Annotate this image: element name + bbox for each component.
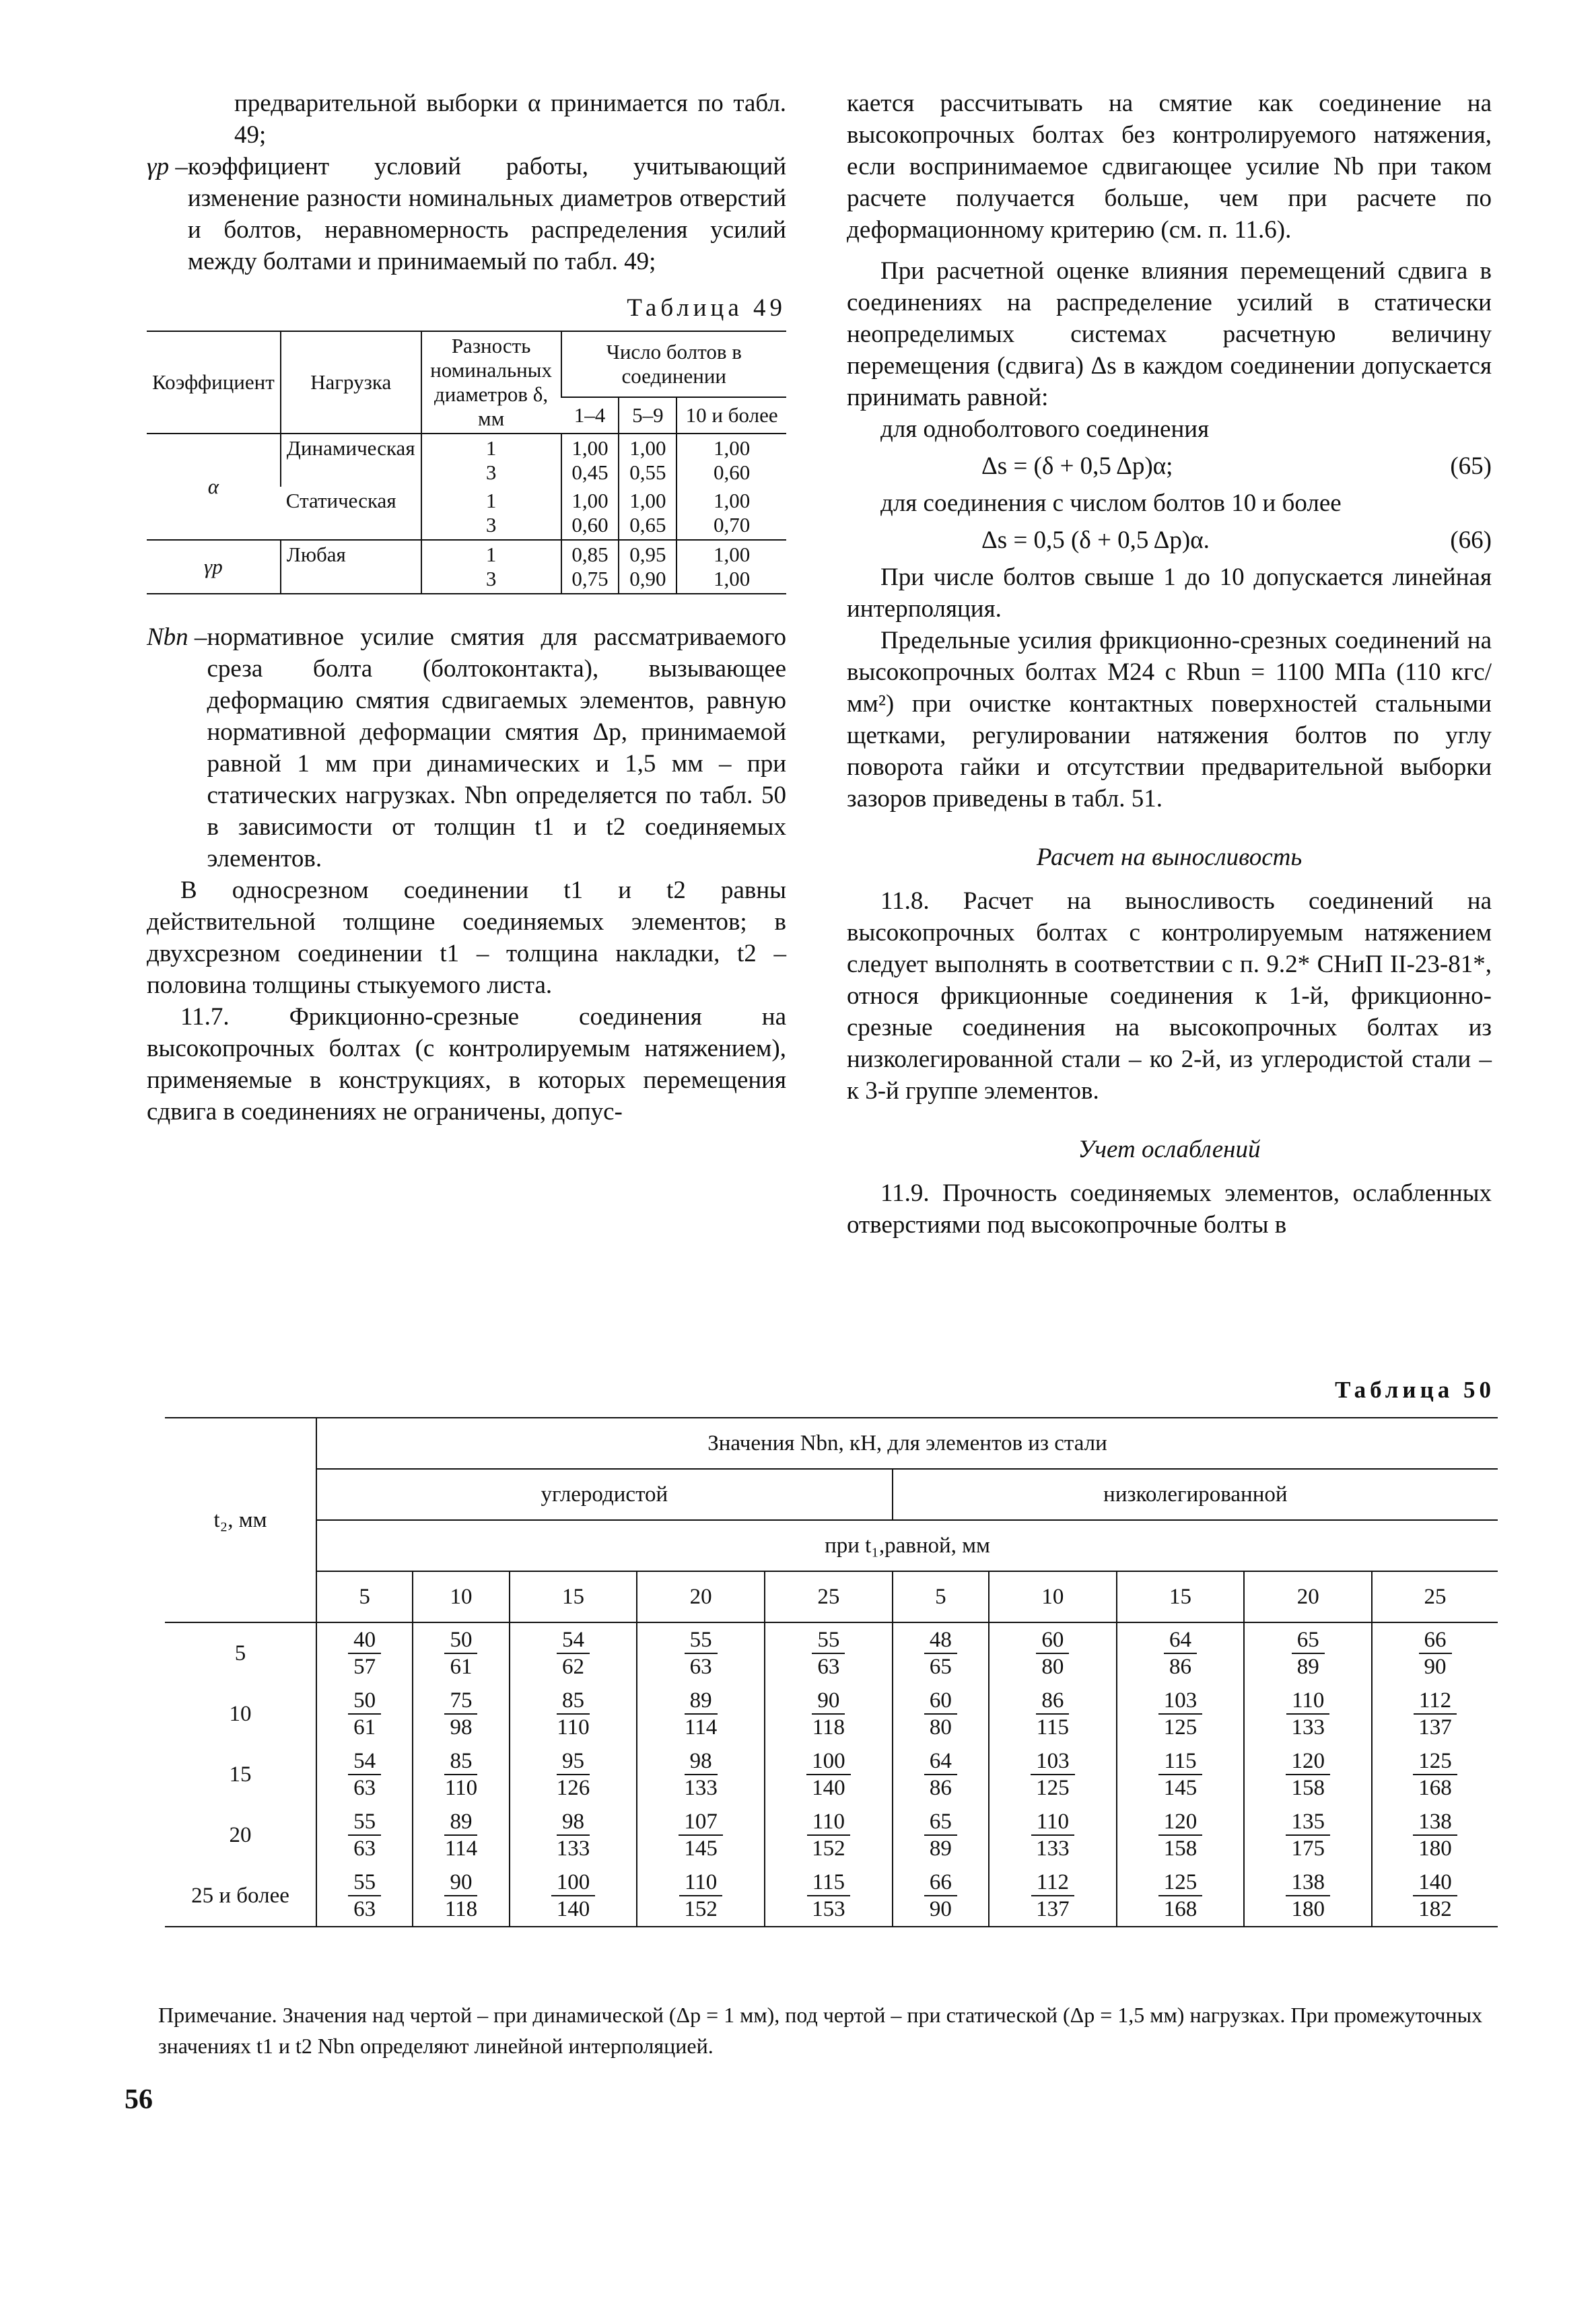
static-value: 80	[929, 1715, 952, 1740]
static-value: 140	[812, 1776, 845, 1800]
static-value: 62	[561, 1655, 584, 1679]
t1-value-header: 20	[637, 1571, 765, 1622]
t1-value-header: 15	[1117, 1571, 1245, 1622]
fraction	[685, 1688, 718, 1740]
paragraph-text: предварительной выборки α принимается по табл. 49;	[234, 90, 786, 149]
dynamic-value: 89	[444, 1809, 477, 1836]
fraction	[444, 1869, 477, 1922]
dynamic-value: 100	[806, 1748, 851, 1775]
dynamic-value: 110	[1031, 1809, 1074, 1836]
static-value: 168	[1418, 1776, 1452, 1800]
header-coef: Коэффициент	[147, 331, 281, 434]
static-value: 158	[1163, 1836, 1198, 1861]
header-bolts-1-4: 1–4	[561, 397, 619, 434]
t2-label: 25 и более	[191, 1883, 289, 1908]
dynamic-value: 100	[551, 1869, 596, 1896]
dynamic-value: 110	[807, 1809, 850, 1836]
fraction	[679, 1869, 722, 1922]
right-column	[847, 88, 1492, 1241]
value-cell	[413, 1684, 509, 1744]
fraction	[348, 1627, 381, 1680]
static-value: 152	[684, 1897, 718, 1921]
static-value: 168	[1163, 1897, 1198, 1921]
load-cell: Статическая	[285, 489, 396, 512]
value-cell	[316, 1622, 413, 1684]
fraction	[348, 1869, 381, 1922]
static-value: 133	[556, 1836, 590, 1861]
dynamic-value: 135	[1286, 1809, 1330, 1836]
value-cell	[989, 1622, 1117, 1684]
value-cell	[510, 1744, 637, 1805]
t1-value-header: 10	[413, 1571, 509, 1622]
static-value: 145	[1163, 1776, 1198, 1800]
paragraph-11-9: 11.9. Прочность соединяемых элементов, ослабленных отверстиями под высокопрочные болты в	[847, 1179, 1492, 1239]
t2-label: 10	[229, 1701, 252, 1726]
fraction	[1286, 1809, 1330, 1861]
formula-number: (65)	[1450, 452, 1492, 480]
static-value: 89	[1296, 1655, 1319, 1679]
fraction	[557, 1748, 590, 1801]
dynamic-value: 55	[685, 1627, 718, 1654]
t1-value-header: 15	[510, 1571, 637, 1622]
dynamic-value: 60	[1036, 1627, 1069, 1654]
static-value: 63	[689, 1655, 712, 1679]
static-value: 133	[1291, 1715, 1325, 1740]
dynamic-value: 140	[1413, 1869, 1457, 1896]
fraction	[812, 1688, 845, 1740]
fraction	[679, 1809, 723, 1861]
value-cell	[1117, 1865, 1245, 1927]
fraction	[1413, 1748, 1457, 1801]
paragraph: При числе болтов свыше 1 до 10 допускается линейная интерполяция.	[847, 563, 1492, 623]
fraction	[924, 1688, 957, 1740]
static-value: 63	[353, 1836, 376, 1861]
fraction	[924, 1627, 957, 1680]
static-value: 118	[812, 1715, 845, 1740]
section-heading: Учет ослаблений	[1078, 1136, 1261, 1163]
fraction	[1286, 1748, 1330, 1801]
page-number: 56	[125, 2084, 153, 2115]
load-cell: Любая	[281, 540, 421, 594]
static-value: 89	[929, 1836, 952, 1861]
dynamic-value: 110	[679, 1869, 722, 1896]
static-value: 125	[1036, 1776, 1070, 1800]
t1-value-header: 5	[316, 1571, 413, 1622]
value-cell	[1117, 1684, 1245, 1744]
value-cell	[510, 1805, 637, 1865]
value-cell	[316, 1744, 413, 1805]
static-value: 114	[685, 1715, 718, 1740]
header-bolts: Число болтов в соединении	[561, 331, 786, 397]
dynamic-value: 90	[812, 1688, 845, 1715]
static-value: 80	[1041, 1655, 1064, 1679]
value-cell	[510, 1622, 637, 1684]
fraction	[348, 1809, 381, 1861]
value-cell	[1117, 1805, 1245, 1865]
formula-number: (66)	[1450, 526, 1492, 554]
value-cell	[413, 1805, 509, 1865]
fraction	[551, 1869, 596, 1922]
value-cell	[765, 1865, 893, 1927]
value-cell	[1372, 1865, 1498, 1927]
fraction	[1286, 1688, 1329, 1740]
dynamic-value: 112	[1031, 1869, 1074, 1896]
paragraph: При расчетной оценке влияния перемещений сдвига в соединениях на распределение усилий в статически неопределимых системах расчетную величину перемещения (сдвига) Δs в каждом соединении допускается принимать равной:	[847, 257, 1492, 411]
fraction	[807, 1869, 850, 1922]
static-value: 61	[450, 1655, 473, 1679]
paragraph-11-7: 11.7. Фрикционно-срезные соединения на высокопрочных болтах (с контролируемым натяжением), применяемые в конструкциях, в которых перемещения сдвига в соединениях не ограничены, допус-	[147, 1003, 786, 1126]
fraction	[1158, 1748, 1202, 1801]
dynamic-value: 55	[348, 1869, 381, 1896]
left-column	[147, 88, 786, 1128]
table-row	[147, 540, 786, 594]
formula: Δs = (δ + 0,5 Δp)α;	[981, 452, 1173, 480]
value-cell: 1,00 1,00	[676, 540, 786, 594]
dynamic-value: 125	[1413, 1748, 1457, 1775]
dynamic-value: 85	[444, 1748, 477, 1775]
static-value: 63	[353, 1897, 376, 1921]
value-cell	[765, 1684, 893, 1744]
definition-nbn	[147, 621, 786, 874]
static-value: 180	[1291, 1897, 1325, 1921]
table-row	[147, 434, 786, 487]
value-cell	[989, 1744, 1117, 1805]
load-cell: Динамическая	[281, 434, 421, 487]
fraction	[1158, 1688, 1203, 1740]
fraction	[444, 1809, 477, 1861]
value-cell	[765, 1622, 893, 1684]
formula-65	[847, 450, 1492, 482]
coef-gamma: γp	[147, 540, 281, 594]
static-value: 182	[1418, 1897, 1452, 1921]
static-value: 65	[929, 1655, 952, 1679]
dynamic-value: 103	[1158, 1688, 1203, 1715]
dynamic-value: 115	[807, 1869, 850, 1896]
table-row	[165, 1684, 1498, 1744]
dynamic-value: 48	[924, 1627, 957, 1654]
value-cell: 1,00 0,55	[619, 434, 676, 487]
definition-term: γp –	[147, 153, 188, 180]
section-heading: Расчет на выносливость	[1036, 844, 1303, 871]
fraction	[1031, 1809, 1074, 1861]
static-value: 175	[1291, 1836, 1325, 1861]
table50-caption: Таблица 50	[1335, 1377, 1495, 1403]
static-value: 63	[353, 1776, 376, 1800]
static-value: 110	[444, 1776, 478, 1800]
formula: Δs = 0,5 (δ + 0,5 Δp)α.	[981, 526, 1210, 554]
value-cell	[413, 1622, 509, 1684]
fraction	[1164, 1627, 1197, 1680]
formula-label: для одноболтового соединения	[880, 415, 1210, 443]
dynamic-value: 112	[1414, 1688, 1457, 1715]
value-cell	[1244, 1684, 1372, 1744]
fraction	[685, 1627, 718, 1680]
paragraph: Предельные усилия фрикционно-срезных соединений на высокопрочных болтах М24 с Rbun = 1100 МПа (110 кгс/мм²) при очистке контактных поверхностей стальными щетками, регулировании натяжения болтов по углу поворота гайки и отсутствии предварительной выборки зазоров приведены в табл. 51.	[847, 627, 1492, 813]
value-cell	[1372, 1744, 1498, 1805]
value-cell	[316, 1865, 413, 1927]
static-value: 118	[444, 1897, 478, 1921]
dynamic-value: 85	[557, 1688, 590, 1715]
dynamic-value: 98	[685, 1748, 718, 1775]
value-cell	[637, 1744, 765, 1805]
dynamic-value: 64	[1164, 1627, 1197, 1654]
fraction	[1158, 1809, 1203, 1861]
table-50	[165, 1417, 1498, 1927]
t1-value-header: 10	[989, 1571, 1117, 1622]
dynamic-value: 110	[1286, 1688, 1329, 1715]
static-value: 110	[557, 1715, 590, 1740]
header-values: Значения Nbn, кН, для элементов из стали	[316, 1418, 1498, 1469]
table50-body	[165, 1622, 1498, 1927]
value-cell	[893, 1744, 989, 1805]
static-value: 126	[556, 1776, 590, 1800]
value-cell	[316, 1805, 413, 1865]
value-cell	[510, 1865, 637, 1927]
value-cell	[316, 1684, 413, 1744]
fraction	[1292, 1627, 1325, 1680]
header-lowalloy: низколегированной	[893, 1469, 1498, 1520]
static-value: 133	[684, 1776, 718, 1800]
dynamic-value: 55	[812, 1627, 845, 1654]
t1-values-row	[165, 1571, 1498, 1622]
dynamic-value: 95	[557, 1748, 590, 1775]
value-cell	[1244, 1865, 1372, 1927]
dynamic-value: 54	[348, 1748, 381, 1775]
value-cell	[893, 1622, 989, 1684]
table-row	[165, 1805, 1498, 1865]
diff-cell: 1 3	[421, 540, 561, 594]
t1-value-header: 20	[1244, 1571, 1372, 1622]
fraction	[1031, 1869, 1074, 1922]
static-value: 137	[1036, 1897, 1070, 1921]
value-cell	[1244, 1744, 1372, 1805]
header-t1: при t₁,равной, мм	[316, 1520, 1498, 1571]
definition-term: Nbn –	[147, 623, 207, 651]
t2-label: 5	[234, 1641, 246, 1665]
fraction	[348, 1688, 381, 1740]
dynamic-value: 103	[1031, 1748, 1075, 1775]
t1-value-header: 25	[765, 1571, 893, 1622]
static-value: 133	[1036, 1836, 1070, 1861]
static-value: 137	[1418, 1715, 1452, 1740]
dynamic-value: 64	[924, 1748, 957, 1775]
value-cell	[989, 1684, 1117, 1744]
fraction	[924, 1748, 957, 1801]
fraction	[1413, 1809, 1457, 1861]
t2-label: 20	[229, 1822, 252, 1847]
fraction	[444, 1688, 477, 1740]
paragraph-11-8: 11.8. Расчет на выносливость соединений на высокопрочных болтах с контролируемым натяжением следует выполнять в соответствии с п. 9.2* СНиП II-23-81*, относя фрикционные соединения к 1-й, фрикционно-срезные соединения на высокопрочных болтах из низколегированной стали – ко 2-й, из углеродистой стали – к 3-й группе элементов.	[847, 887, 1492, 1105]
t2-label: 15	[229, 1762, 252, 1787]
dynamic-value: 115	[1158, 1748, 1202, 1775]
t1-value-header: 5	[893, 1571, 989, 1622]
dynamic-value: 55	[348, 1809, 381, 1836]
fraction	[806, 1748, 851, 1801]
value-cell	[765, 1805, 893, 1865]
value-cell	[413, 1865, 509, 1927]
fraction	[348, 1748, 381, 1801]
dynamic-value: 120	[1286, 1748, 1330, 1775]
fraction	[807, 1809, 850, 1861]
diff-cell: 1 3	[421, 434, 561, 487]
formula-66	[847, 524, 1492, 556]
table50-note: Примечание. Значения над чертой – при динамической (Δp = 1 мм), под чертой – при статической (Δp = 1,5 мм) нагрузках. При промежуточных значениях t1 и t2 Nbn определяют линейной интерполяцией.	[158, 2003, 1483, 2058]
value-cell	[637, 1684, 765, 1744]
static-value: 57	[353, 1655, 376, 1679]
dynamic-value: 125	[1158, 1869, 1203, 1896]
static-value: 98	[450, 1715, 473, 1740]
value-cell	[893, 1865, 989, 1927]
static-value: 90	[929, 1897, 952, 1921]
dynamic-value: 86	[1036, 1688, 1069, 1715]
header-diff: Разность номинальных диаметров δ, мм	[421, 331, 561, 434]
value-cell: 0,95 0,90	[619, 540, 676, 594]
fraction	[1413, 1869, 1457, 1922]
value-cell: 1,00 0,60	[676, 434, 786, 487]
dynamic-value: 54	[557, 1627, 590, 1654]
dynamic-value: 107	[679, 1809, 723, 1836]
fraction	[1158, 1869, 1203, 1922]
dynamic-value: 75	[444, 1688, 477, 1715]
paragraph-alpha-cont	[147, 88, 786, 151]
value-cell	[1117, 1744, 1245, 1805]
header-load: Нагрузка	[281, 331, 421, 434]
fraction	[1419, 1627, 1452, 1680]
value-cell	[510, 1684, 637, 1744]
static-value: 114	[444, 1836, 478, 1861]
fraction	[1286, 1869, 1330, 1922]
static-value: 145	[684, 1836, 718, 1861]
dynamic-value: 90	[444, 1869, 477, 1896]
value-cell	[765, 1744, 893, 1805]
definition-body: нормативное усилие смятия для рассматриваемого среза болта (болтоконтакта), вызывающее деформацию смятия сдвигаемых элементов, равную нормативной деформации смятия Δp, принимаемой равной 1 мм при динамических и 1,5 мм – при статических нагрузках. Nbn определяется по табл. 50 в зависимости от толщин t1 и t2 соединяемых элементов.	[207, 623, 786, 872]
dynamic-value: 40	[348, 1627, 381, 1654]
definition-gamma	[147, 151, 786, 277]
static-value: 115	[1036, 1715, 1069, 1740]
value-cell	[1372, 1622, 1498, 1684]
value-cell	[637, 1622, 765, 1684]
value-cell: 1,00 0,70	[676, 487, 786, 540]
value-cell	[1117, 1622, 1245, 1684]
table-row	[165, 1865, 1498, 1927]
static-value: 61	[353, 1715, 376, 1740]
value-cell	[1372, 1684, 1498, 1744]
diff-cell: 1 3	[421, 487, 561, 540]
fraction	[557, 1688, 590, 1740]
static-value: 63	[817, 1655, 840, 1679]
fraction	[557, 1627, 590, 1680]
value-cell	[893, 1684, 989, 1744]
dynamic-value: 65	[1292, 1627, 1325, 1654]
t1-value-header: 25	[1372, 1571, 1498, 1622]
static-value: 158	[1291, 1776, 1325, 1800]
fraction	[812, 1627, 845, 1680]
dynamic-value: 65	[924, 1809, 957, 1836]
header-bolts-5-9: 5–9	[619, 397, 676, 434]
table49-caption: Таблица 49	[627, 294, 786, 322]
value-cell: 1,00 0,45	[561, 434, 619, 487]
static-value: 86	[929, 1776, 952, 1800]
header-bolts-10: 10 и более	[676, 397, 786, 434]
static-value: 125	[1163, 1715, 1198, 1740]
fraction	[557, 1809, 590, 1861]
fraction	[444, 1627, 477, 1680]
dynamic-value: 66	[1419, 1627, 1452, 1654]
static-value: 140	[556, 1897, 590, 1921]
value-cell	[1372, 1805, 1498, 1865]
value-cell: 1,00 0,65	[619, 487, 676, 540]
dynamic-value: 138	[1286, 1869, 1330, 1896]
dynamic-value: 50	[444, 1627, 477, 1654]
paragraph: В односрезном соединении t1 и t2 равны действительной толщине соединяемых элементов; в двухсрезном соединении t1 – толщина накладки, t2 – половина толщины стыкуемого листа.	[147, 876, 786, 999]
value-cell: 0,85 0,75	[561, 540, 619, 594]
dynamic-value: 138	[1413, 1809, 1457, 1836]
static-value: 153	[812, 1897, 845, 1921]
header-carbon: углеродистой	[316, 1469, 893, 1520]
fraction	[1036, 1627, 1069, 1680]
dynamic-value: 89	[685, 1688, 718, 1715]
static-value: 90	[1424, 1655, 1447, 1679]
table-49	[147, 331, 786, 594]
value-cell: 1,00 0,60	[561, 487, 619, 540]
dynamic-value: 98	[557, 1809, 590, 1836]
fraction	[1036, 1688, 1069, 1740]
static-value: 152	[812, 1836, 845, 1861]
value-cell	[1244, 1622, 1372, 1684]
static-value: 86	[1169, 1655, 1192, 1679]
value-cell	[637, 1865, 765, 1927]
fraction	[924, 1809, 957, 1861]
formula-label: для соединения с числом болтов 10 и более	[880, 489, 1342, 517]
value-cell	[989, 1805, 1117, 1865]
fraction	[924, 1869, 957, 1922]
fraction	[444, 1748, 477, 1801]
dynamic-value: 120	[1158, 1809, 1203, 1836]
table-row	[165, 1622, 1498, 1684]
fraction	[684, 1748, 718, 1801]
paragraph: кается рассчитывать на смятие как соединение на высокопрочных болтах без контролируемого натяжения, если воспринимаемое сдвигающее усилие Nb при таком расчете получается больше, чем при расчете по деформационному критерию (см. п. 11.6).	[847, 90, 1492, 244]
dynamic-value: 60	[924, 1688, 957, 1715]
dynamic-value: 66	[924, 1869, 957, 1896]
value-cell	[893, 1805, 989, 1865]
value-cell	[413, 1744, 509, 1805]
table-row	[165, 1744, 1498, 1805]
value-cell	[637, 1805, 765, 1865]
fraction	[1031, 1748, 1075, 1801]
header-t2: t₂, мм	[165, 1418, 316, 1622]
coef-alpha: α	[207, 475, 219, 498]
fraction	[1414, 1688, 1457, 1740]
static-value: 180	[1418, 1836, 1452, 1861]
definition-body: коэффициент условий работы, учитывающий изменение разности номинальных диаметров отверстий и болтов, неравномерность распределения усилий между болтами и принимаемый по табл. 49;	[187, 153, 786, 275]
value-cell	[989, 1865, 1117, 1927]
value-cell	[1244, 1805, 1372, 1865]
dynamic-value: 50	[348, 1688, 381, 1715]
